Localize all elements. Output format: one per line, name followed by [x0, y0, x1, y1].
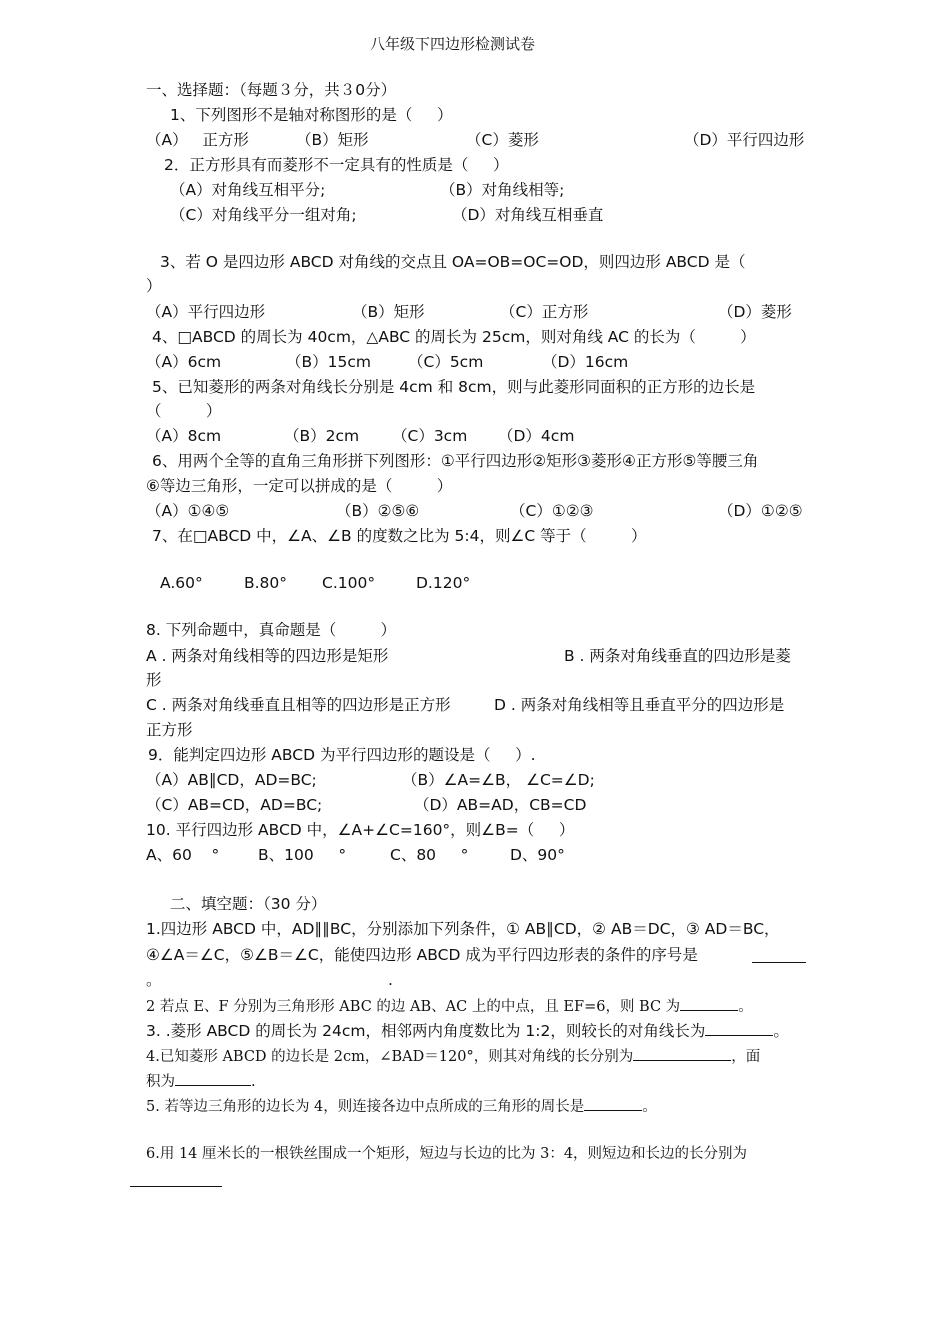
option-c: （C）正方形: [500, 303, 589, 321]
answer-blank: [175, 1070, 251, 1086]
option-d: （D）16cm: [542, 353, 629, 371]
option-c: （C）AB=CD，AD=BC;: [146, 796, 323, 814]
option-b: （B）矩形: [352, 303, 425, 321]
fill-3-text: 3. .菱形 ABCD 的周长为 24cm，相邻两内角度数比为 1:2，则较长的对角线长为: [146, 1022, 706, 1040]
section-heading: 二、填空题：（30 分）: [170, 895, 327, 913]
question-2: 2．正方形具有而菱形不一定具有的性质是（ ）: [164, 156, 509, 174]
fill-4-end: ，面: [731, 1049, 761, 1065]
fill-2: [146, 995, 753, 1017]
page-title: 八年级下四边形检测试卷: [370, 35, 536, 53]
option-c: （C）菱形: [466, 131, 539, 149]
question-3: 3、若 O 是四边形 ABCD 对角线的交点且 OA=OB=OC=OD，则四边形 ABCD 是（: [160, 253, 746, 271]
question-9: 9．能判定四边形 ABCD 为平行四边形的题设是（ ）.: [148, 746, 536, 764]
answer-blank: [752, 962, 806, 963]
answer-blank: [680, 995, 738, 1011]
fill-1-end: 。: [146, 971, 162, 989]
option-a: （A） 正方形: [146, 131, 249, 149]
answer-blank: [584, 1095, 642, 1111]
fill-2-end: 。: [738, 999, 753, 1015]
section-heading: 一、选择题：（每题３分，共３0分）: [146, 81, 397, 99]
question-8: 8. 下列命题中，真命题是（ ）: [146, 621, 397, 639]
answer-blank: [633, 1045, 731, 1061]
option-a: （A）6cm: [146, 353, 222, 371]
fill-1: 1.四边形 ABCD 中，AD∥∥BC，分别添加下列条件，① AB∥CD，② AB＝DC，③ AD＝BC，: [146, 920, 780, 938]
fill-1-dot: .: [388, 971, 393, 989]
option-b: B . 两条对角线垂直的四边形是菱: [564, 647, 791, 665]
option-b: （B）对角线相等;: [440, 181, 565, 199]
question-1: 1、下列图形不是轴对称图形的是（ ）: [170, 106, 453, 124]
option-a: （A）AB∥CD，AD=BC;: [146, 771, 317, 789]
option-c: （C）对角线平分一组对角;: [170, 206, 357, 224]
option-b: （B）矩形: [296, 131, 369, 149]
fill-4-cont-end: .: [251, 1074, 256, 1090]
option-a: （A）8cm: [146, 427, 222, 445]
option-c: （C）3cm: [392, 427, 468, 445]
question-5-cont: （ ）: [146, 402, 222, 420]
fill-4-cont: [146, 1070, 256, 1092]
fill-5-text: 5. 若等边三角形的边长为 4，则连接各边中点所成的三角形的周长是: [146, 1099, 585, 1115]
option-c: C、80 °: [390, 846, 469, 864]
question-6-cont: ⑥等边三角形，一定可以拼成的是（ ）: [146, 477, 453, 495]
answer-blank: [130, 1186, 222, 1187]
fill-4-text: 4.已知菱形 ABCD 的边长是 2cm，∠BAD＝120°，则其对角线的长分别为: [146, 1049, 634, 1065]
fill-4-cont-text: 积为: [146, 1074, 175, 1090]
option-a: A、60 °: [146, 846, 220, 864]
option-c: （C）①②③: [510, 502, 594, 520]
option-d: （D）4cm: [498, 427, 575, 445]
option-d: D、90°: [510, 846, 565, 864]
option-b: （B）2cm: [284, 427, 360, 445]
option-c: C . 两条对角线垂直且相等的四边形是正方形: [146, 696, 451, 714]
question-10: 10. 平行四边形 ABCD 中，∠A+∠C=160°，则∠B=（ ）: [146, 821, 575, 839]
option-d: D . 两条对角线相等且垂直平分的四边形是: [494, 696, 785, 714]
fill-3-end: 。: [773, 1022, 789, 1040]
option-a: （A）平行四边形: [146, 303, 266, 321]
option-c: （C）5cm: [408, 353, 484, 371]
option-b: B.80°: [244, 574, 288, 592]
fill-3: [146, 1020, 789, 1041]
question-7: 7、在□ABCD 中，∠A、∠B 的度数之比为 5:4，则∠C 等于（ ）: [152, 527, 647, 545]
option-d: （D）菱形: [718, 303, 792, 321]
option-d: （D）AB=AD，CB=CD: [414, 796, 587, 814]
option-d: D.120°: [416, 574, 471, 592]
option-a: （A）对角线互相平分;: [170, 181, 326, 199]
fill-1-cont: ④∠A＝∠C，⑤∠B＝∠C，能使四边形 ABCD 成为平行四边形表的条件的序号是: [146, 946, 698, 964]
option-c: C.100°: [322, 574, 376, 592]
option-a: （A）①④⑤: [146, 502, 230, 520]
fill-5: [146, 1095, 657, 1117]
option-a: A.60°: [160, 574, 203, 592]
fill-6: 6.用 14 厘米长的一根铁丝围成一个矩形，短边与长边的比为 3：4，则短边和长边的长分别为: [146, 1146, 748, 1162]
option-b: （B）∠A=∠B， ∠C=∠D;: [402, 771, 595, 789]
option-d-cont: 正方形: [146, 721, 193, 739]
option-d: （D）平行四边形: [684, 131, 805, 149]
question-3-cont: ）: [146, 277, 162, 295]
fill-4: [146, 1045, 760, 1067]
option-b: （B）15cm: [286, 353, 371, 371]
option-b: （B）②⑤⑥: [336, 502, 420, 520]
fill-2-text: 2 若点 E、F 分别为三角形形 ABC 的边 AB、AC 上的中点，且 EF=6，则 BC 为: [146, 999, 681, 1015]
option-a: A . 两条对角线相等的四边形是矩形: [146, 647, 389, 665]
option-d: （D）对角线互相垂直: [452, 206, 604, 224]
question-4: 4、□ABCD 的周长为 40cm，△ABC 的周长为 25cm，则对角线 AC 的长为（ ）: [152, 328, 756, 346]
option-b: B、100 °: [258, 846, 347, 864]
option-d: （D）①②⑤: [718, 502, 803, 520]
question-5: 5、已知菱形的两条对角线长分别是 4cm 和 8cm，则与此菱形同面积的正方形的边长是: [152, 378, 756, 396]
question-6: 6、用两个全等的直角三角形拼下列图形：①平行四边形②矩形③菱形④正方形⑤等腰三角: [152, 452, 759, 470]
fill-5-end: 。: [642, 1099, 657, 1115]
answer-blank: [705, 1020, 773, 1036]
option-b-cont: 形: [146, 671, 162, 689]
